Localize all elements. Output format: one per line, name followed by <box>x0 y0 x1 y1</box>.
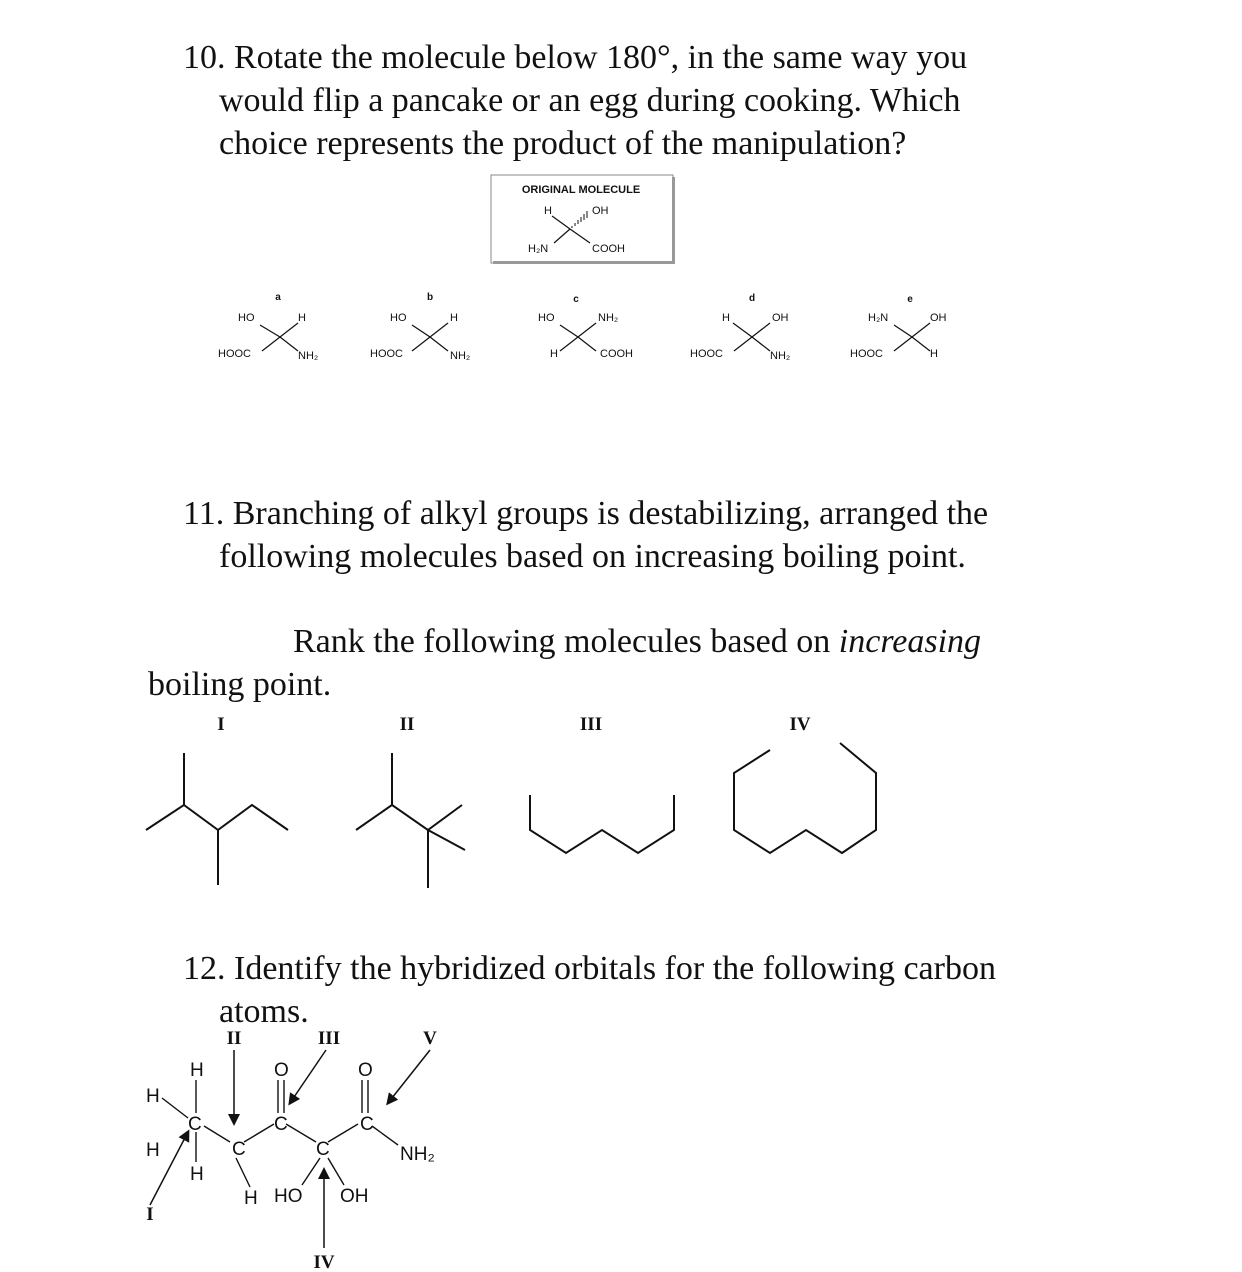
choice-e[interactable] <box>850 294 947 360</box>
molecule-label-iii: III <box>579 714 603 735</box>
molecule-iv <box>734 743 876 853</box>
choice-b-bottom-right: NH₂ <box>450 350 471 362</box>
original-molecule-box <box>488 172 678 268</box>
atom-c5: C <box>360 1114 374 1135</box>
question-11-line2: following molecules based on increasing boiling point. <box>219 538 966 575</box>
atom-c2: C <box>232 1139 246 1160</box>
choice-b-letter: b <box>426 292 434 303</box>
choice-a-bottom-right: NH₂ <box>298 350 319 362</box>
original-molecule-title: ORIGINAL MOLECULE <box>521 184 641 196</box>
choice-d-top-right: OH <box>772 312 789 324</box>
question-10 <box>183 36 1183 165</box>
rank-text-part1: Rank the following molecules based on <box>293 623 839 660</box>
atom-c4: C <box>316 1139 330 1160</box>
atom-nh2: NH₂ <box>400 1144 435 1165</box>
choice-d-bottom-right: NH₂ <box>770 350 791 362</box>
answer-choices <box>200 285 980 370</box>
choice-c-top-right: NH₂ <box>598 312 619 324</box>
molecule-label-i: I <box>217 714 225 735</box>
question-10-line1: Rotate the molecule below 180°, in the same way you <box>234 39 968 76</box>
original-top-left: H <box>544 205 552 217</box>
molecule-label-iv: IV <box>789 714 811 735</box>
atom-oh: OH <box>340 1186 369 1207</box>
atom-h-top: H <box>190 1060 204 1081</box>
atom-h-left-upper: H <box>146 1086 160 1107</box>
choice-d-top-left: H <box>722 312 730 324</box>
choice-b-bottom-left: HOOC <box>370 348 403 360</box>
atom-h-left-lower: H <box>146 1140 160 1161</box>
rank-text-emphasis: increasing <box>838 623 982 660</box>
arrow-label-ii: II <box>226 1028 242 1049</box>
choice-d-letter: d <box>748 293 756 304</box>
choice-b[interactable] <box>370 292 470 362</box>
question-11 <box>183 492 1183 578</box>
choice-c[interactable] <box>538 294 633 360</box>
choice-b-top-right: H <box>450 312 458 324</box>
original-bottom-left: H₂N <box>528 243 549 255</box>
choice-a[interactable] <box>218 292 318 362</box>
question-11-number: 11. <box>183 495 225 532</box>
choice-a-top-left: HO <box>238 312 255 324</box>
choice-a-letter: a <box>275 292 281 303</box>
molecule-label-ii: II <box>399 714 415 735</box>
choice-d[interactable] <box>690 293 790 362</box>
choice-e-top-left: H₂N <box>868 312 889 324</box>
atom-o1: O <box>274 1060 289 1081</box>
original-bottom-right: COOH <box>592 243 625 255</box>
rank-text-part2: boiling point. <box>148 666 332 703</box>
atom-ho: HO <box>274 1186 303 1207</box>
molecule-structures <box>130 705 890 895</box>
atom-c3: C <box>274 1114 288 1135</box>
arrow-label-v: V <box>423 1028 437 1049</box>
rank-instruction <box>148 620 1148 706</box>
choice-e-bottom-right: H <box>930 348 938 360</box>
question-12-line1: Identify the hybridized orbitals for the following carbon <box>234 950 996 987</box>
choice-b-top-left: HO <box>390 312 407 324</box>
choice-c-bottom-left: H <box>550 348 558 360</box>
choice-e-bottom-left: HOOC <box>850 348 883 360</box>
choice-c-letter: c <box>573 294 579 305</box>
question-10-line2: would flip a pancake or an egg during cooking. Which <box>219 82 961 119</box>
molecule-ii <box>356 753 465 888</box>
carbon-structure <box>130 1020 470 1270</box>
molecule-iii <box>530 795 674 853</box>
choice-c-bottom-right: COOH <box>600 348 633 360</box>
choice-d-bottom-left: HOOC <box>690 348 723 360</box>
choice-c-top-left: HO <box>538 312 555 324</box>
arrow-label-iii: III <box>317 1028 341 1049</box>
choice-e-letter: e <box>907 294 913 305</box>
question-11-line1: Branching of alkyl groups is destabilizing, arranged the <box>232 495 989 532</box>
question-10-line3: choice represents the product of the manipulation? <box>219 125 907 162</box>
atom-h-c2: H <box>244 1188 258 1209</box>
question-10-number: 10. <box>183 39 226 76</box>
choice-e-top-right: OH <box>930 312 947 324</box>
choice-a-bottom-left: HOOC <box>218 348 251 360</box>
question-12-line2: atoms. <box>219 993 309 1030</box>
question-12-number: 12. <box>183 950 226 987</box>
original-top-right: OH <box>592 205 609 217</box>
atom-o2: O <box>358 1060 373 1081</box>
arrow-label-i: I <box>146 1204 154 1225</box>
choice-a-top-right: H <box>298 312 306 324</box>
atom-c1: C <box>188 1114 202 1135</box>
molecule-i <box>146 753 288 885</box>
arrow-label-iv: IV <box>313 1252 335 1270</box>
atom-h-bottom: H <box>190 1164 204 1185</box>
